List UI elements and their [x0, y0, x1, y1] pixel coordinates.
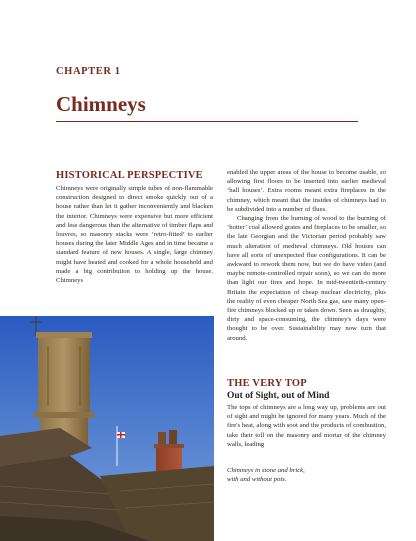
paragraph-very-top: The tops of chimneys are a long way up, problems are out of sight and might be ignored for many years. Much of the fire's heat, along with soot and the products of combustion, take their toll on the masonry and mortar of the chimney walls, leading: [227, 404, 386, 448]
photo-caption: [227, 466, 377, 484]
subheading-out-of-sight: Out of Sight, out of Mind: [227, 391, 330, 401]
right-column-text: [227, 168, 386, 343]
caption-line-2: with and without pots.: [227, 476, 287, 484]
very-top-text: [227, 403, 386, 449]
paragraph-left: Chimneys were originally simple tubes of non-flammable construction designed to direct smoke quickly out of a house rather than let it gather inconveniently and blacken the interior. Chimneys were expensive but more efficient and less dangerous than the alternative of timber flaps and louvres, so masonry stacks were ‘retro-fitted’ to earlier houses during the later Middle Ages and in time became a standard feature of new houses. A single, large chimney might have heated and cooked for a whole household and made a big contribution to holding up the house. Chimneys: [56, 185, 213, 285]
paragraph-right-2: Changing from the burning of wood to the burning of ‘hotter’ coal allowed grates and fireplaces to be smaller, so the late Georgian and the Victorian period probably saw much alteration of medieval chimneys. Old houses can have all sorts of unexpected flue configurations. It can be awkward to rework them now, but we do have video (and maybe remote-controlled repair soon), so we can do more than light our fires and hope. In mid-twentieth-century Britain the expectation of cheap nuclear electricity, plus the reality of even cheaper North Sea gas, saw many open-fire chimneys blocked up or taken down. Seen as draughty, dirty and space-consuming, the chimney's days were thought to be over. Sustainability may now turn that around.: [227, 215, 386, 342]
caption-line-1: Chimneys in stone and brick,: [227, 467, 305, 474]
section-heading-very-top: THE VERY TOP: [227, 378, 307, 389]
section-heading-historical: HISTORICAL PERSPECTIVE: [56, 170, 203, 181]
left-column-text: [56, 184, 213, 285]
chapter-title: Chimneys: [56, 92, 146, 116]
paragraph-right-1: enabled the upper areas of the house to become usable, so allowing first floors to be inserted into earlier medieval ‘hall houses’. Extra rooms meant extra fireplaces in the chimney, which meant that the insides of chimneys had to be subdivided into a number of flues.: [227, 169, 386, 213]
title-divider: [56, 121, 358, 122]
chapter-label: CHAPTER 1: [56, 66, 121, 77]
chimney-photo: [0, 316, 214, 541]
